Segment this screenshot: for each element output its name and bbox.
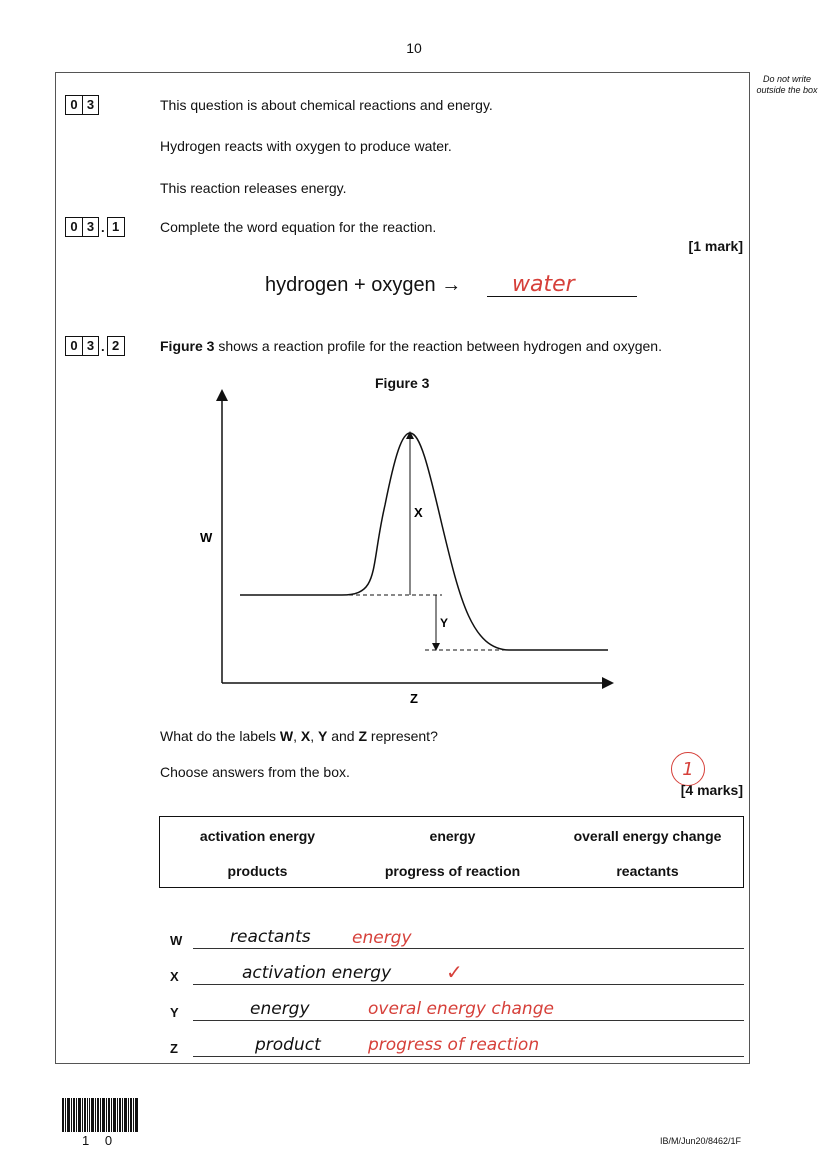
choice-word: progress of reaction: [384, 863, 521, 879]
footer-code: IB/M/Jun20/8462/1F: [660, 1136, 742, 1146]
reaction-profile-figure: [180, 385, 640, 715]
answer-line-w[interactable]: [193, 948, 744, 949]
label-w: W: [200, 530, 213, 545]
answer-label-w: W: [170, 933, 183, 948]
figure-title: Figure 3: [375, 375, 430, 391]
question-number: 0 3: [65, 95, 99, 115]
part1-prompt: Complete the word equation for the reaction.: [160, 219, 437, 235]
part2-number: 0 3 . 2: [65, 336, 125, 356]
answer-line-z[interactable]: [193, 1056, 744, 1057]
part2-prompt: Figure 3 shows a reaction profile for the reaction between hydrogen and oxygen.: [160, 338, 662, 354]
examiner-score-circle: 1: [671, 752, 705, 786]
choice-word: activation energy: [199, 828, 316, 844]
label-y: Y: [440, 616, 449, 630]
tick-x: ✓: [446, 962, 463, 984]
student-answer-x: activation energy: [242, 963, 392, 983]
correction-z: progress of reaction: [368, 1035, 540, 1055]
correction-w: energy: [352, 928, 412, 948]
choice-word: products: [227, 863, 288, 879]
question-intro: This question is about chemical reactions and energy.: [160, 97, 493, 113]
part1-number: 0 3 . 1: [65, 217, 125, 237]
answer-line-y[interactable]: [193, 1020, 744, 1021]
label-x: X: [414, 505, 423, 520]
word-equation: hydrogen + oxygen →: [265, 274, 462, 296]
choice-box: [159, 816, 744, 888]
energy-curve: [240, 433, 608, 650]
question-line-2: Hydrogen reacts with oxygen to produce water.: [160, 138, 452, 154]
student-answer-w: reactants: [230, 927, 311, 947]
page-number: 10: [406, 40, 422, 56]
handwritten-water: water: [512, 272, 575, 297]
answer-label-z: Z: [170, 1041, 178, 1056]
answer-label-x: X: [170, 969, 179, 984]
question-line-3: This reaction releases energy.: [160, 180, 347, 196]
answer-line-x[interactable]: [193, 984, 744, 985]
label-z: Z: [410, 691, 418, 706]
answer-label-y: Y: [170, 1005, 179, 1020]
student-answer-y: energy: [250, 999, 310, 1019]
correction-y: overal energy change: [368, 999, 554, 1019]
choice-word: energy: [429, 828, 476, 844]
choice-word: reactants: [616, 863, 679, 879]
barcode-number: 1 0: [82, 1133, 119, 1148]
part1-marks: [1 mark]: [688, 238, 743, 254]
part2-marks: [4 marks]: [680, 782, 743, 798]
choice-word: overall energy change: [573, 828, 722, 844]
labels-question: What do the labels W, X, Y and Z represent?: [160, 728, 438, 744]
student-answer-z: product: [255, 1035, 321, 1055]
margin-note: Do not write outside the box: [756, 74, 818, 95]
choose-instruction: Choose answers from the box.: [160, 764, 350, 780]
barcode: [62, 1098, 138, 1132]
